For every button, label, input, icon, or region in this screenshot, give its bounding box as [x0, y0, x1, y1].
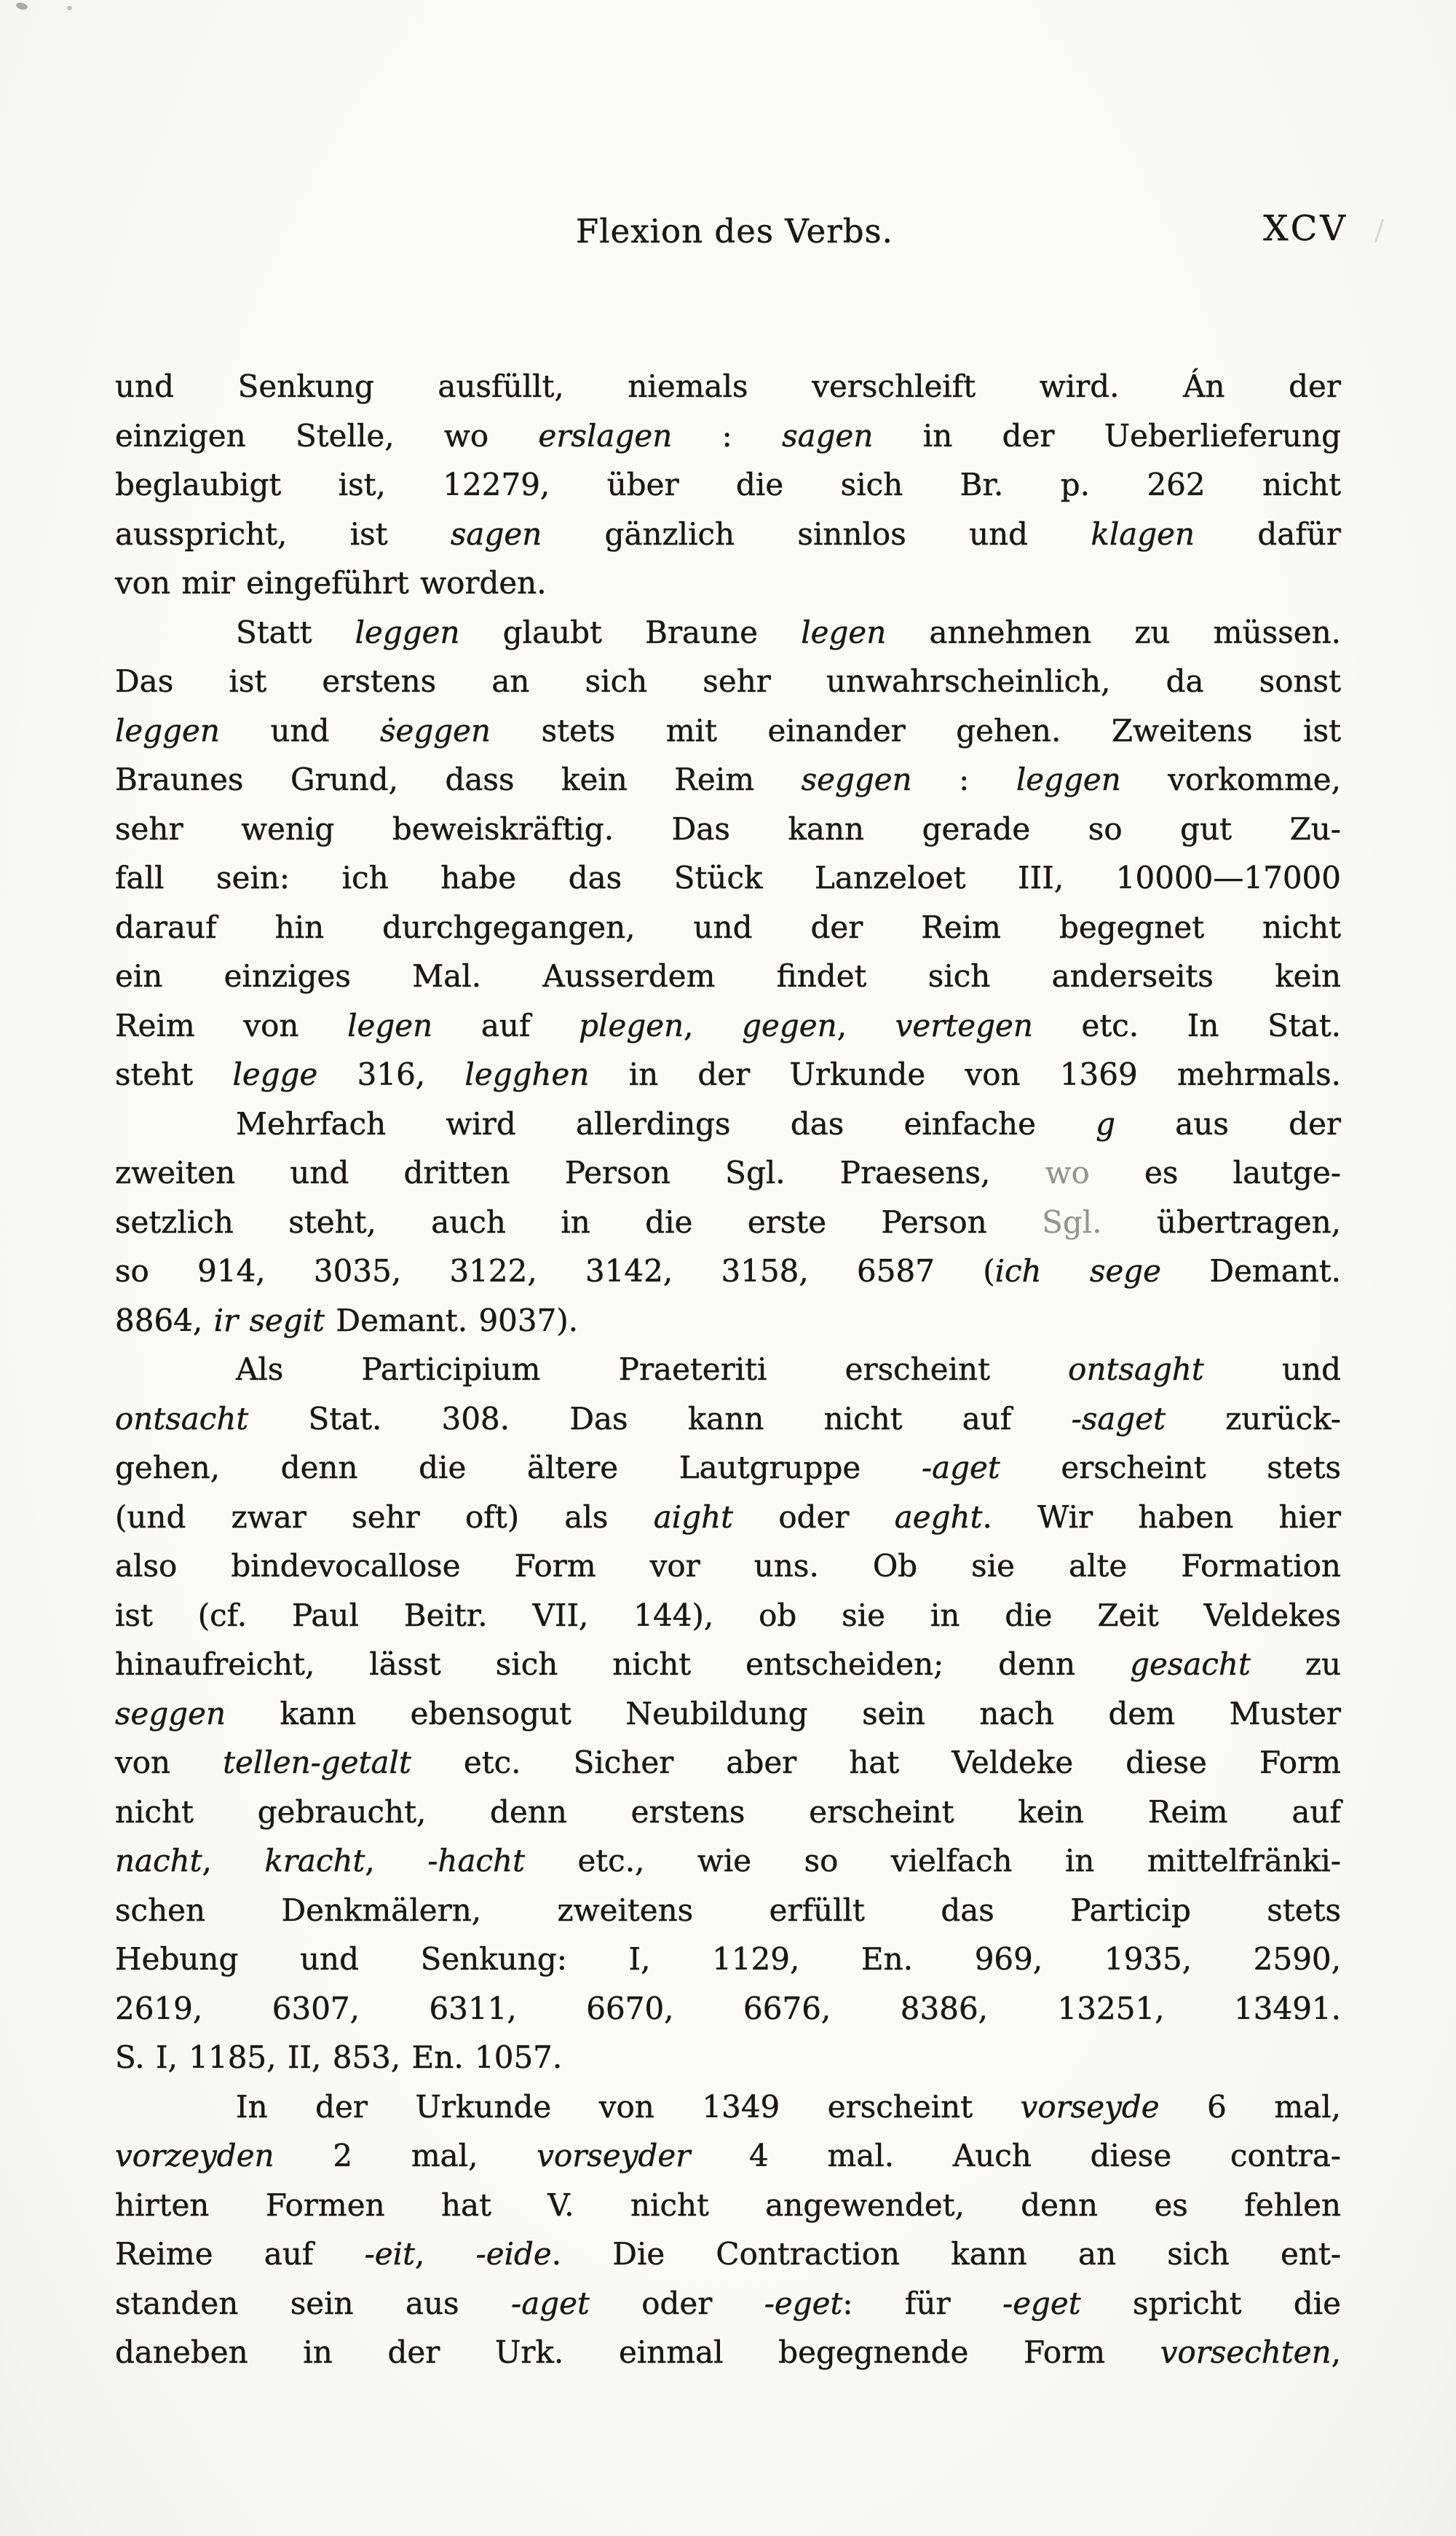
- text-line: [115, 706, 1341, 756]
- text-run: Demant.: [1161, 1253, 1342, 1289]
- italic-run: leggen: [1016, 762, 1121, 797]
- text-line: [115, 1640, 1341, 1689]
- page-body: [115, 362, 1341, 2377]
- text-run: 6 mal,: [1159, 2088, 1341, 2125]
- text-line: [115, 1836, 1341, 1886]
- text-run: erscheint stets: [1000, 1450, 1341, 1485]
- text-run: 4 mal. Auch diese contra-: [690, 2138, 1341, 2173]
- italic-run: legghen: [464, 1056, 590, 1092]
- text-run: aus der: [1115, 1105, 1342, 1142]
- text-line: [115, 1394, 1341, 1444]
- text-run: zurück-: [1166, 1400, 1341, 1437]
- text-run: also bindevocallose Form vor uns. Ob sie alte Formation: [115, 1548, 1341, 1584]
- text-line: [115, 2082, 1341, 2132]
- text-line: [115, 952, 1341, 1001]
- text-run: schen Denkmälern, zweitens erfüllt das Particip stets: [115, 1892, 1341, 1928]
- faded-run: Sgl.: [1042, 1204, 1102, 1240]
- italic-run: -eget: [1002, 2285, 1081, 2321]
- text-line: [115, 1689, 1341, 1739]
- paragraph: [115, 608, 1341, 1099]
- text-run: etc. Sicher aber hat Veldeke diese Form: [411, 1745, 1341, 1780]
- italic-run: -eget: [764, 2285, 843, 2321]
- text-line: [115, 362, 1341, 411]
- running-header-title: Flexion des Verbs.: [576, 212, 893, 250]
- text-run: In der Urkunde von 1349 erscheint: [236, 2088, 1021, 2125]
- text-run: ,: [684, 1007, 743, 1043]
- text-run: steht: [115, 1056, 233, 1092]
- text-line: [115, 1345, 1341, 1394]
- text-line: [115, 1541, 1341, 1591]
- text-run: so 914, 3035, 3122, 3142, 3158, 6587 (: [115, 1253, 995, 1289]
- text-line: [115, 1296, 1341, 1346]
- text-line: [115, 657, 1341, 706]
- text-run: etc., wie so vielfach in mittelfränki-: [524, 1843, 1341, 1879]
- italic-run: legen: [347, 1007, 433, 1043]
- text-run: hirten Formen hat V. nicht angewendet, denn es fehlen: [115, 2187, 1341, 2223]
- italic-run: gesacht: [1130, 1646, 1251, 1682]
- text-run: Hebung und Senkung: I, 1129, En. 969, 1935, 2590,: [115, 1941, 1341, 1977]
- text-run: in der Urkunde von 1369 mehrmals.: [589, 1056, 1341, 1092]
- paragraph: [115, 1099, 1341, 1346]
- text-line: [115, 2181, 1341, 2230]
- text-run: und: [219, 712, 380, 748]
- italic-run: legge: [232, 1056, 318, 1092]
- italic-run: tellen-getalt: [223, 1745, 411, 1780]
- scan-speck: [1374, 218, 1384, 242]
- text-run: Statt: [236, 614, 355, 650]
- italic-run: -hacht: [427, 1843, 525, 1879]
- text-run: darauf hin durchgegangen, und der Reim begegnet nicht: [115, 909, 1341, 945]
- text-run: von: [115, 1745, 223, 1780]
- text-line: [115, 2033, 1341, 2082]
- text-run: daneben in der Urk. einmal begegnende Form: [115, 2334, 1160, 2370]
- text-run: . Wir haben hier: [982, 1498, 1341, 1535]
- text-line: [115, 903, 1341, 952]
- text-run: : für: [842, 2285, 1002, 2321]
- text-run: 2 mal,: [274, 2138, 537, 2173]
- italic-run: seggen: [115, 1695, 226, 1731]
- text-run: ,: [836, 1007, 895, 1043]
- text-run: setzlich steht, auch in die erste Person: [115, 1204, 1042, 1240]
- text-run: Reim von: [115, 1007, 348, 1043]
- text-run: zweiten und dritten Person Sgl. Praesens,: [115, 1155, 1045, 1190]
- text-line: [115, 558, 1341, 608]
- text-run: sehr wenig beweiskräftig. Das kann gerade so gut Zu-: [115, 810, 1341, 847]
- text-run: stets mit einander gehen. Zweitens ist: [491, 712, 1341, 748]
- text-run: Als Participium Praeteriti erscheint: [236, 1351, 1069, 1387]
- text-run: annehmen zu müssen.: [886, 614, 1342, 650]
- text-run: und: [1203, 1351, 1341, 1387]
- text-line: [115, 1493, 1341, 1542]
- text-run: standen sein aus: [115, 2285, 511, 2321]
- italic-run: vertegen: [895, 1007, 1033, 1043]
- italic-run: klagen: [1091, 516, 1195, 552]
- text-line: [115, 1738, 1341, 1788]
- italic-run: ich sege: [994, 1253, 1162, 1289]
- italic-run: ontsaght: [1068, 1351, 1204, 1387]
- text-run: S. I, 1185, II, 853, En. 1057.: [115, 2039, 563, 2075]
- text-run: nicht gebraucht, denn erstens erscheint kein Reim auf: [115, 1793, 1341, 1830]
- italic-run: vorseyde: [1020, 2088, 1160, 2125]
- text-run: vorkomme,: [1120, 762, 1341, 797]
- text-line: [115, 608, 1341, 657]
- text-line: [115, 411, 1341, 461]
- italic-run: aight: [653, 1498, 734, 1535]
- text-run: ,: [202, 1843, 265, 1879]
- text-line: [115, 1935, 1341, 1984]
- text-run: Braunes Grund, dass kein Reim: [115, 762, 802, 797]
- text-run: :: [911, 762, 1016, 797]
- text-line: [115, 1984, 1341, 2034]
- text-run: gehen, denn die ältere Lautgruppe: [115, 1450, 922, 1485]
- text-run: ausspricht, ist: [115, 516, 451, 552]
- italic-run: erslagen: [538, 417, 673, 454]
- text-run: oder: [733, 1498, 895, 1535]
- italic-run: -saget: [1071, 1400, 1166, 1437]
- text-line: [115, 1247, 1341, 1296]
- italic-run: kracht: [264, 1843, 365, 1879]
- text-run: übertragen,: [1101, 1204, 1342, 1240]
- text-run: 2619, 6307, 6311, 6670, 6676, 8386, 13251, 13491.: [115, 1990, 1341, 2026]
- text-run: ,: [414, 2236, 476, 2272]
- italic-run: legen: [801, 614, 887, 650]
- text-line: [115, 1788, 1341, 1837]
- scan-speck: [67, 6, 72, 10]
- italic-run: aeght: [894, 1498, 983, 1535]
- text-line: [115, 1099, 1341, 1149]
- italic-run: vorseyder: [537, 2138, 691, 2173]
- text-run: fall sein: ich habe das Stück Lanzeloet III, 10000—17000: [115, 860, 1341, 896]
- text-line: [115, 460, 1341, 510]
- text-run: ,: [1331, 2334, 1341, 2370]
- text-line: [115, 1001, 1341, 1051]
- text-run: von mir eingeführt worden.: [115, 565, 547, 601]
- text-line: [115, 2229, 1341, 2279]
- paragraph: [115, 2082, 1341, 2377]
- italic-run: seggen: [801, 762, 912, 797]
- italic-run: leggen: [355, 614, 460, 650]
- italic-run: sagen: [450, 516, 542, 552]
- text-run: :: [672, 417, 783, 454]
- italic-run: gegen: [742, 1007, 837, 1043]
- text-line: [115, 805, 1341, 854]
- italic-run: leggen: [115, 712, 220, 748]
- faded-run: wo: [1045, 1155, 1090, 1190]
- text-run: zu: [1250, 1646, 1342, 1682]
- text-run: ein einziges Mal. Ausserdem findet sich anderseits kein: [115, 958, 1341, 994]
- text-run: Demant. 9037).: [325, 1302, 579, 1338]
- text-run: (und zwar sehr oft) als: [115, 1498, 654, 1535]
- text-line: [115, 1198, 1341, 1247]
- scan-speck: [15, 1, 28, 11]
- text-run: kann ebensogut Neubildung sein nach dem Muster: [226, 1695, 1341, 1731]
- italic-run: ir segit: [213, 1302, 325, 1338]
- italic-run: -aget: [511, 2285, 590, 2321]
- text-run: dafür: [1195, 516, 1341, 552]
- text-run: einzigen Stelle, wo: [115, 417, 539, 454]
- running-header: [115, 210, 1354, 261]
- text-run: es lautge-: [1089, 1155, 1341, 1190]
- text-line: [115, 510, 1341, 559]
- text-run: Stat. 308. Das kann nicht auf: [248, 1400, 1072, 1437]
- text-run: oder: [589, 2285, 764, 2321]
- text-run: gänzlich sinnlos und: [542, 516, 1091, 552]
- text-run: Das ist erstens an sich sehr unwahrscheinlich, da sonst: [115, 663, 1341, 699]
- italic-run: plegen: [579, 1007, 684, 1043]
- text-line: [115, 2279, 1341, 2328]
- italic-run: nacht: [115, 1843, 202, 1879]
- text-line: [115, 1886, 1341, 1935]
- text-line: [115, 1591, 1341, 1640]
- italic-run: g: [1096, 1105, 1116, 1142]
- italic-run: -eit: [364, 2236, 415, 2272]
- paragraph: [115, 362, 1341, 608]
- text-line: [115, 1050, 1341, 1099]
- text-run: und Senkung ausfüllt, niemals verschleift wird. Án der: [115, 368, 1341, 404]
- text-run: 8864,: [115, 1302, 214, 1338]
- text-run: Mehrfach wird allerdings das einfache: [236, 1105, 1096, 1142]
- text-run: 316,: [317, 1056, 465, 1092]
- italic-run: vorzeyden: [115, 2138, 274, 2173]
- text-run: glaubt Braune: [459, 614, 802, 650]
- text-run: ist (cf. Paul Beitr. VII, 144), ob sie in die Zeit Veldekes: [115, 1597, 1341, 1633]
- italic-run: -eide: [475, 2236, 552, 2272]
- text-run: beglaubigt ist, 12279, über die sich Br. p. 262 nicht: [115, 467, 1341, 502]
- text-run: in der Ueberlieferung: [873, 417, 1341, 454]
- italic-run: ontsacht: [115, 1400, 249, 1437]
- page-number: XCV: [1263, 208, 1348, 249]
- paragraph: [115, 1345, 1341, 2082]
- text-run: Reime auf: [115, 2236, 365, 2272]
- text-line: [115, 1443, 1341, 1493]
- text-line: [115, 2131, 1341, 2181]
- text-run: auf: [432, 1007, 579, 1043]
- text-run: ,: [365, 1843, 428, 1879]
- text-run: hinaufreicht, lässt sich nicht entscheiden; denn: [115, 1646, 1131, 1682]
- text-line: [115, 755, 1341, 805]
- text-run: . Die Contraction kann an sich ent-: [551, 2236, 1342, 2272]
- text-line: [115, 1148, 1341, 1198]
- italic-run: -aget: [921, 1450, 1000, 1485]
- text-line: [115, 2328, 1341, 2377]
- italic-run: sagen: [782, 417, 874, 454]
- text-line: [115, 853, 1341, 903]
- italic-run: ṡeggen: [380, 712, 491, 748]
- text-run: spricht die: [1080, 2285, 1342, 2321]
- text-run: etc. In Stat.: [1032, 1007, 1342, 1043]
- italic-run: vorsechten: [1160, 2334, 1332, 2370]
